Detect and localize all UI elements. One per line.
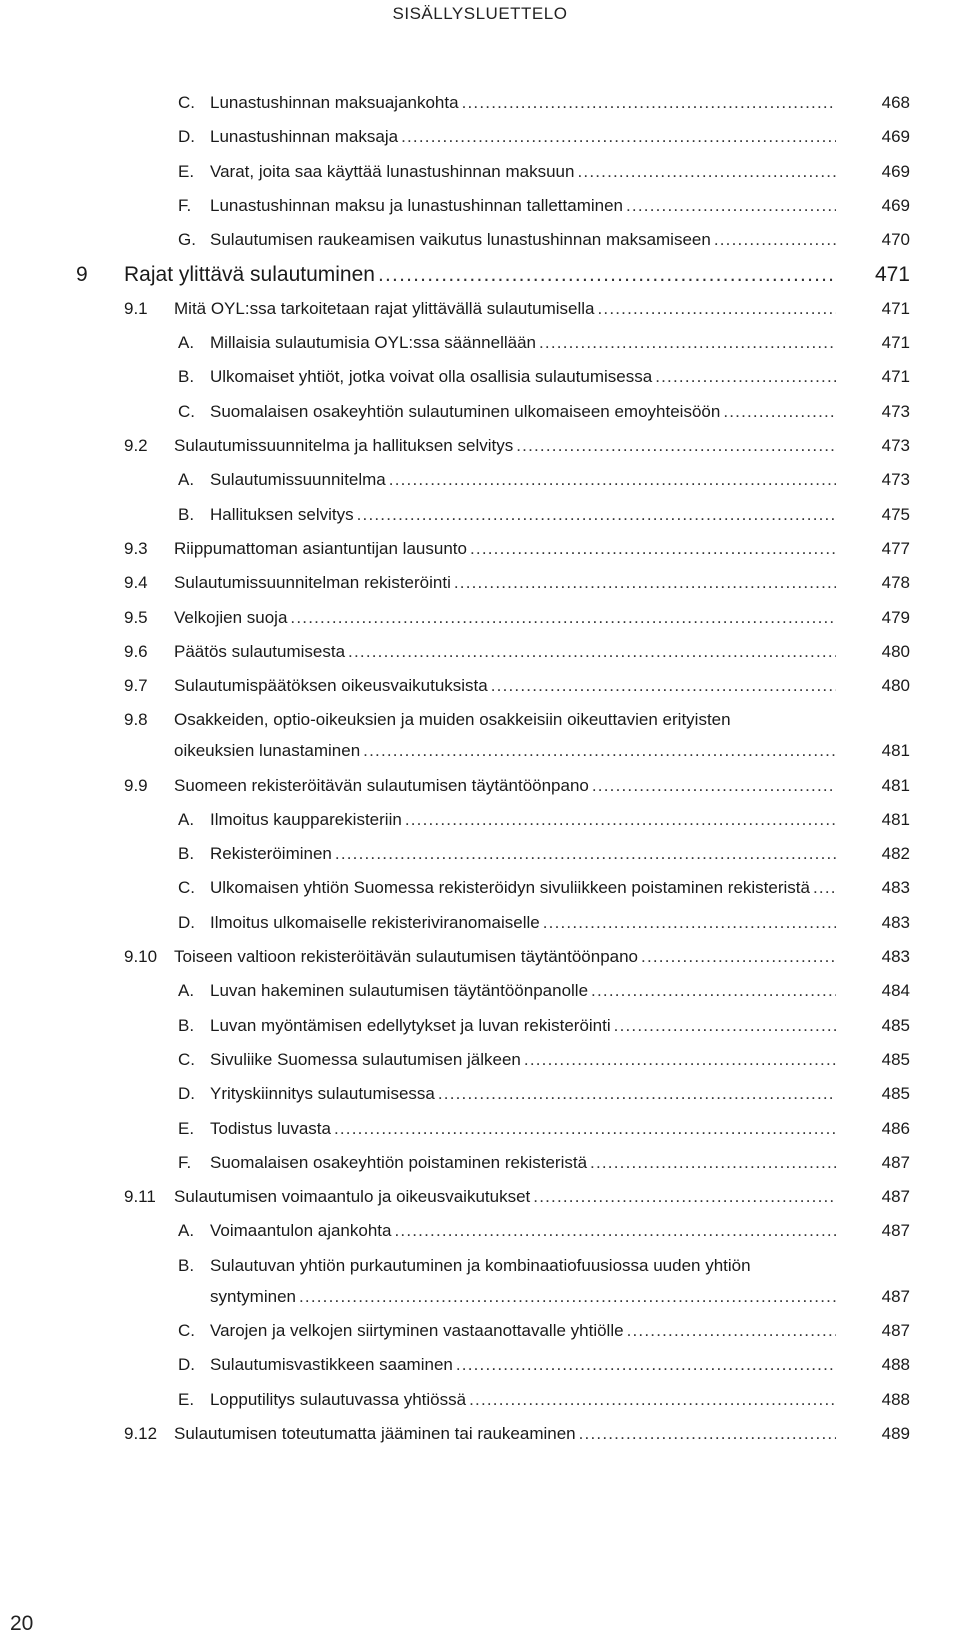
toc-entry-line-continued bbox=[210, 1251, 751, 1281]
toc-entry-title: Toiseen valtioon rekisteröitävän sulautumisen täytäntöönpano bbox=[174, 947, 639, 967]
dot-leader bbox=[454, 568, 836, 598]
toc-entry-page-number: 487 bbox=[881, 1320, 910, 1340]
toc-entry-page-number: 473 bbox=[881, 470, 910, 490]
toc-entry-title: Luvan hakeminen sulautumisen täytäntöönpanolle bbox=[210, 981, 589, 1001]
toc-entry-page-number: 487 bbox=[881, 1152, 910, 1172]
toc-entry-title: Todistus luvasta bbox=[210, 1118, 331, 1138]
toc-entry-title: Ilmoitus ulkomaiselle rekisteriviranomaiselle bbox=[210, 912, 540, 932]
toc-entry-line bbox=[174, 294, 836, 324]
toc-entry-page-number: 481 bbox=[881, 809, 910, 829]
toc-entry-number: A. bbox=[178, 1221, 195, 1241]
toc-entry-number: 9.5 bbox=[124, 607, 148, 627]
toc-entry-page-number: 488 bbox=[881, 1389, 910, 1409]
toc-entry-number: 9.2 bbox=[124, 436, 148, 455]
toc-entry-page-number: 473 bbox=[881, 401, 910, 421]
toc-entry-title: Varat, joita saa käyttää lunastushinnan maksuun bbox=[210, 161, 575, 181]
toc-entry-number: 9.1 bbox=[124, 298, 148, 318]
toc-entry-title: Hallituksen selvitys bbox=[210, 504, 354, 524]
toc-entry-page-number: 481 bbox=[881, 775, 910, 795]
toc-entry-page-number: 487 bbox=[881, 1286, 910, 1306]
toc-entry-number: A. bbox=[178, 809, 195, 829]
toc-entry-page-number: 471 bbox=[881, 298, 910, 318]
toc-entry-number: C. bbox=[178, 878, 195, 898]
toc-entry-number: 9.8 bbox=[124, 710, 148, 730]
toc-entry-number: C. bbox=[178, 1320, 195, 1340]
toc-entry-line bbox=[210, 362, 836, 392]
toc-entry-page-number: 471 bbox=[874, 262, 910, 286]
toc-entry-line bbox=[210, 1385, 836, 1415]
dot-leader bbox=[357, 500, 836, 530]
toc-entry-page-number: 483 bbox=[881, 947, 910, 967]
toc-entry-page-number: 483 bbox=[881, 878, 910, 898]
toc-entry-page-number: 481 bbox=[881, 741, 910, 761]
toc-entry-number: E. bbox=[178, 161, 195, 181]
toc-entry-title: Luvan myöntämisen edellytykset ja luvan rekisteröinti bbox=[210, 1015, 611, 1035]
toc-entry-page-number: 485 bbox=[881, 1015, 910, 1035]
toc-entry-number: C. bbox=[178, 1049, 195, 1069]
dot-leader bbox=[438, 1079, 836, 1109]
dot-leader bbox=[723, 397, 836, 427]
dot-leader bbox=[401, 122, 836, 152]
toc-entry-number: 9.11 bbox=[124, 1187, 156, 1207]
toc-entry-line bbox=[210, 1316, 836, 1346]
dot-leader bbox=[470, 534, 836, 564]
toc-entry-number: B. bbox=[178, 844, 195, 864]
toc-entry-title: Sulautumispäätöksen oikeusvaikutuksista bbox=[174, 676, 488, 696]
toc-entry-number: A. bbox=[178, 333, 195, 353]
toc-entry-page-number: 471 bbox=[881, 333, 910, 353]
toc-entry-title: Sulautumisvastikkeen saaminen bbox=[210, 1355, 453, 1375]
toc-entry-page-number: 485 bbox=[881, 1084, 910, 1104]
toc-entry-line bbox=[174, 1419, 836, 1449]
dot-leader bbox=[290, 603, 836, 633]
dot-leader bbox=[378, 260, 836, 290]
dot-leader bbox=[533, 1182, 836, 1212]
toc-entry-title: Rekisteröiminen bbox=[210, 844, 332, 864]
toc-entry-page-number: 468 bbox=[881, 93, 910, 112]
toc-entry-number: A. bbox=[178, 981, 195, 1001]
toc-entry-page-number: 471 bbox=[881, 367, 910, 387]
dot-leader bbox=[577, 157, 836, 187]
toc-entry-title: Päätös sulautumisesta bbox=[174, 641, 346, 661]
dot-leader bbox=[641, 942, 836, 972]
toc-entry-title: Sulautumisen voimaantulo ja oikeusvaikutukset bbox=[174, 1187, 531, 1207]
dot-leader bbox=[348, 637, 836, 667]
toc-entry-number: 9 bbox=[76, 262, 88, 286]
toc-entry-title: Lunastushinnan maksu ja lunastushinnan tallettaminen bbox=[210, 195, 623, 215]
toc-entry-page-number: 484 bbox=[881, 981, 910, 1001]
toc-entry-line bbox=[174, 771, 836, 801]
toc-entry-number: A. bbox=[178, 470, 195, 490]
toc-entry-number: 9.10 bbox=[124, 947, 158, 967]
toc-entry-number: B. bbox=[178, 1255, 195, 1275]
page-number: 20 bbox=[10, 1612, 34, 1635]
toc-entry-title: Ulkomaiset yhtiöt, jotka voivat olla osallisia sulautumisessa bbox=[210, 367, 653, 387]
toc-entry-line bbox=[210, 500, 836, 530]
toc-entry-line bbox=[210, 1148, 836, 1178]
toc-entry-title: Osakkeiden, optio-oikeuksien ja muiden osakkeisiin oikeuttavien erityisten bbox=[174, 710, 731, 730]
toc-entry-page-number: 478 bbox=[881, 573, 910, 593]
toc-entry-line bbox=[124, 260, 836, 290]
dot-leader bbox=[389, 465, 836, 495]
toc-entry-line bbox=[174, 534, 836, 564]
toc-entry-title: Sulautumisen raukeamisen vaikutus lunastushinnan maksamiseen bbox=[210, 230, 711, 250]
toc-entry-line-continued bbox=[174, 705, 731, 735]
toc-entry-number: F. bbox=[178, 1152, 192, 1172]
toc-entry-line bbox=[210, 908, 836, 938]
toc-entry-line bbox=[174, 942, 836, 972]
toc-entry-title: Sulautumisen toteutumatta jääminen tai raukeaminen bbox=[174, 1423, 576, 1443]
toc-entry-page-number: 485 bbox=[881, 1049, 910, 1069]
dot-leader bbox=[591, 976, 836, 1006]
toc-entry-title: Ilmoitus kaupparekisteriin bbox=[210, 809, 402, 829]
toc-entry-page-number: 469 bbox=[881, 161, 910, 181]
dot-leader bbox=[491, 671, 836, 701]
toc-entry-line bbox=[210, 1282, 836, 1312]
toc-entry-number: 9.12 bbox=[124, 1423, 158, 1443]
toc-entry-line bbox=[210, 805, 836, 835]
dot-leader bbox=[456, 1350, 836, 1380]
toc-entry-title: Sulautumissuunnitelma ja hallituksen selvitys bbox=[174, 436, 514, 455]
toc-entry-page-number: 477 bbox=[881, 538, 910, 558]
toc-entry-line bbox=[174, 736, 836, 766]
dot-leader bbox=[405, 805, 836, 835]
toc-entry-number: C. bbox=[178, 93, 195, 112]
toc-entry-line bbox=[210, 225, 836, 255]
toc-entry-title: Voimaantulon ajankohta bbox=[210, 1221, 392, 1241]
toc-entry-page-number: 487 bbox=[881, 1221, 910, 1241]
toc-entry-title: Velkojien suoja bbox=[174, 607, 288, 627]
toc-entry-title: Varojen ja velkojen siirtyminen vastaanottavalle yhtiölle bbox=[210, 1320, 624, 1340]
toc-entry-title: Riippumattoman asiantuntijan lausunto bbox=[174, 538, 467, 558]
dot-leader bbox=[590, 1148, 836, 1178]
dot-leader bbox=[597, 294, 836, 324]
toc-entry-line bbox=[210, 1114, 836, 1144]
toc-entry-line bbox=[210, 465, 836, 495]
dot-leader bbox=[469, 1385, 836, 1415]
dot-leader bbox=[614, 1011, 836, 1041]
toc-entry-line bbox=[210, 873, 836, 903]
dot-leader bbox=[714, 225, 836, 255]
dot-leader bbox=[655, 362, 836, 392]
toc-entry-page-number: 482 bbox=[881, 844, 910, 864]
dot-leader bbox=[363, 736, 836, 766]
dot-leader bbox=[524, 1045, 836, 1075]
toc-entry-page-number: 488 bbox=[881, 1355, 910, 1375]
toc-entry-line bbox=[210, 839, 836, 869]
toc-entry-line bbox=[210, 397, 836, 427]
toc-entry-number: D. bbox=[178, 1084, 195, 1104]
toc-entry-title: Sulautumissuunnitelman rekisteröinti bbox=[174, 573, 451, 593]
toc-entry-number: G. bbox=[178, 230, 196, 250]
toc-entry-page-number: 480 bbox=[881, 676, 910, 696]
toc-entry-line bbox=[210, 1011, 836, 1041]
toc-entry-title: Sulautumissuunnitelma bbox=[210, 470, 386, 490]
dot-leader bbox=[394, 1216, 836, 1246]
toc-entry-number: 9.4 bbox=[124, 573, 148, 593]
toc-entry-title: Lopputilitys sulautuvassa yhtiössä bbox=[210, 1389, 467, 1409]
toc-entry-line bbox=[210, 122, 836, 152]
toc-entry-number: B. bbox=[178, 504, 195, 524]
dot-leader bbox=[516, 431, 836, 461]
dot-leader bbox=[335, 839, 836, 869]
toc-entry-line bbox=[210, 976, 836, 1006]
page-header: SISÄLLYSLUETTELO bbox=[392, 4, 568, 23]
toc-entry-number: D. bbox=[178, 912, 195, 932]
toc-entry-line bbox=[210, 1216, 836, 1246]
toc-entry-page-number: 486 bbox=[881, 1118, 910, 1138]
toc-entry-title: Rajat ylittävä sulautuminen bbox=[124, 262, 375, 286]
dot-leader bbox=[626, 191, 836, 221]
toc-entry-number: E. bbox=[178, 1118, 195, 1138]
toc-entry-number: D. bbox=[178, 127, 195, 147]
toc-entry-line bbox=[210, 191, 836, 221]
toc-entry-page-number: 469 bbox=[881, 127, 910, 147]
toc-entry-line bbox=[174, 637, 836, 667]
toc-entry-line bbox=[210, 1079, 836, 1109]
toc-entry-page-number: 473 bbox=[881, 436, 910, 455]
dot-leader bbox=[299, 1282, 836, 1312]
toc-entry-line bbox=[210, 328, 836, 358]
toc-entry-line bbox=[174, 671, 836, 701]
toc-entry-number: 9.6 bbox=[124, 641, 148, 661]
toc-entry-line bbox=[174, 431, 836, 461]
toc-entry-number: B. bbox=[178, 1015, 195, 1035]
toc-entry-page-number: 489 bbox=[881, 1423, 910, 1443]
toc-entry-page-number: 470 bbox=[881, 230, 910, 250]
dot-leader bbox=[334, 1114, 836, 1144]
toc-entry-line bbox=[174, 1182, 836, 1212]
toc-entry-page-number: 480 bbox=[881, 641, 910, 661]
dot-leader bbox=[462, 88, 836, 118]
toc-entry-page-number: 487 bbox=[881, 1187, 910, 1207]
toc-entry-number: C. bbox=[178, 401, 195, 421]
toc-entry-line bbox=[210, 1350, 836, 1380]
dot-leader bbox=[539, 328, 836, 358]
toc-entry-line bbox=[174, 568, 836, 598]
dot-leader bbox=[592, 771, 836, 801]
toc-entry-number: 9.7 bbox=[124, 676, 148, 696]
toc-entry-page-number: 483 bbox=[881, 912, 910, 932]
toc-entry-number: D. bbox=[178, 1355, 195, 1375]
toc-entry-line bbox=[210, 1045, 836, 1075]
toc-entry-line bbox=[210, 157, 836, 187]
dot-leader bbox=[627, 1316, 836, 1346]
toc-entry-title: Suomalaisen osakeyhtiön poistaminen rekisteristä bbox=[210, 1152, 588, 1172]
toc-entry-page-number: 469 bbox=[881, 195, 910, 215]
dot-leader bbox=[543, 908, 836, 938]
toc-entry-number: 9.9 bbox=[124, 775, 148, 795]
toc-entry-title: Lunastushinnan maksaja bbox=[210, 127, 399, 147]
toc-entry-page-number: 479 bbox=[881, 607, 910, 627]
toc-entry-title: Sivuliike Suomessa sulautumisen jälkeen bbox=[210, 1049, 521, 1069]
toc-entry-title: syntyminen bbox=[210, 1286, 296, 1306]
toc-entry-number: F. bbox=[178, 195, 192, 215]
toc-entry-line bbox=[210, 88, 836, 118]
toc-entry-number: E. bbox=[178, 1389, 195, 1409]
toc-entry-title: Millaisia sulautumisia OYL:ssa säännellään bbox=[210, 333, 536, 353]
toc-entry-line bbox=[174, 603, 836, 633]
toc-entry-number: 9.3 bbox=[124, 538, 148, 558]
dot-leader bbox=[813, 873, 836, 903]
toc-entry-title: Lunastushinnan maksuajankohta bbox=[210, 93, 459, 112]
dot-leader bbox=[579, 1419, 836, 1449]
toc-entry-title: Suomeen rekisteröitävän sulautumisen täytäntöönpano bbox=[174, 775, 589, 795]
toc-entry-title: Suomalaisen osakeyhtiön sulautuminen ulkomaiseen emoyhteisöön bbox=[210, 401, 721, 421]
toc-entry-title: Mitä OYL:ssa tarkoitetaan rajat ylittävällä sulautumisella bbox=[174, 298, 595, 318]
toc-entry-page-number: 475 bbox=[881, 504, 910, 524]
toc-entry-number: B. bbox=[178, 367, 195, 387]
toc-entry-title: Sulautuvan yhtiön purkautuminen ja kombinaatiofuusiossa uuden yhtiön bbox=[210, 1255, 751, 1275]
toc-entry-title: Yrityskiinnitys sulautumisessa bbox=[210, 1084, 435, 1104]
toc-entry-title: Ulkomaisen yhtiön Suomessa rekisteröidyn sivuliikkeen poistaminen rekisteristä bbox=[210, 878, 810, 898]
toc-entry-title: oikeuksien lunastaminen bbox=[174, 741, 361, 761]
